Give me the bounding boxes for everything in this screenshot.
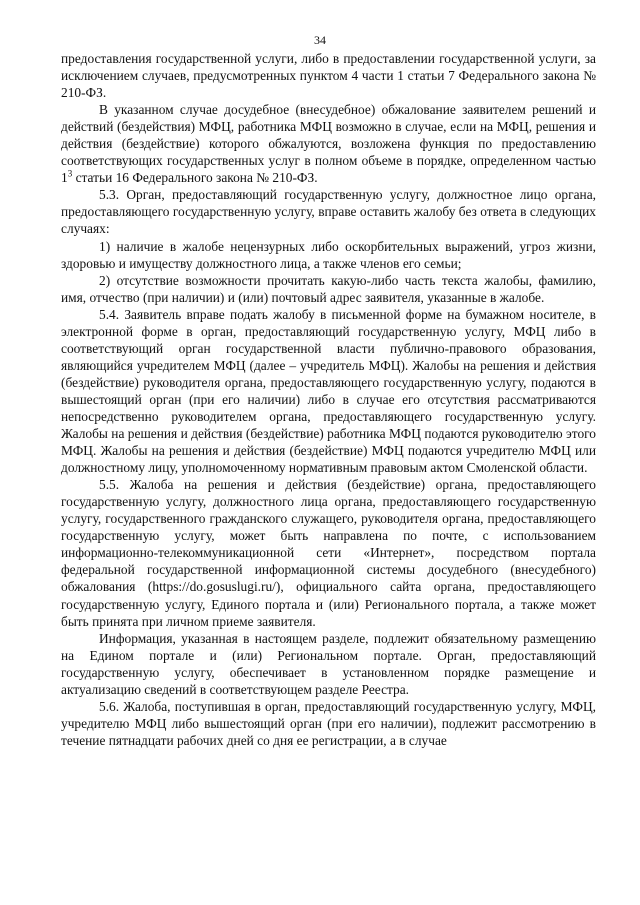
paragraph-5-5: 5.5. Жалоба на решения и действия (бездействие) органа, предоставляющего государственную услугу, должностного лица органа, предоставляющего государственную услугу, государственного гражданского служащего, руководителя органа, предоставляющего государственную услугу, может быть направлена по почте, с использованием информационно-телекоммуникационной сети «Интернет», посредством портала федеральной государственной информационной системы досудебного (внесудебного) обжалования (https://do.gosuslugi.ru/), официального сайта органа, предоставляющего государственную услугу, Единого портала и (или) Регионального портала, а также может быть принята при личном приеме заявителя.: [61, 477, 596, 629]
body-text: [61, 50, 596, 749]
superscript: 3: [67, 168, 73, 179]
paragraph-5-3: 5.3. Орган, предоставляющий государственную услугу, должностное лицо органа, предоставляющего государственную услугу, вправе оставить жалобу без ответа в следующих случаях:: [61, 187, 596, 237]
list-item-2: 2) отсутствие возможности прочитать какую-либо часть текста жалобы, фамилию, имя, отчество (при наличии) и (или) почтовый адрес заявителя, указанные в жалобе.: [61, 272, 596, 305]
list-item-1: 1) наличие в жалобе нецензурных либо оскорбительных выражений, угроз жизни, здоровью и имуществу должностного лица, а также членов его семьи;: [61, 238, 596, 271]
page-number: 34: [314, 33, 326, 47]
paragraph-text: В указанном случае досудебное (внесудебное) обжалование заявителем решений и действий (бездействия) МФЦ, работника МФЦ возможно в случае, если на МФЦ, решения и действия (бездействие) которого обжалуются, возложена функция по предоставлению соответствующих государственных услуг в полном объеме в порядке, определенном частью 1: [61, 102, 596, 186]
paragraph-pretrial-appeal: [61, 101, 596, 186]
paragraph-5-6: 5.6. Жалоба, поступившая в орган, предоставляющий государственную услугу, МФЦ, учредителю МФЦ либо вышестоящий орган (при его наличии), подлежит рассмотрению в течение пятнадцати рабочих дней со дня ее регистрации, а в случае: [61, 698, 596, 748]
paragraph-continuation: предоставления государственной услуги, либо в предоставлении государственной услуги, за исключением случаев, предусмотренных пунктом 4 части 1 статьи 7 Федерального закона № 210-ФЗ.: [61, 51, 596, 101]
paragraph-text-cont: статьи 16 Федерального закона № 210-ФЗ.: [75, 170, 318, 186]
paragraph-information: Информация, указанная в настоящем разделе, подлежит обязательному размещению на Едином портале и (или) Региональном портале. Орган, предоставляющий государственную услугу, обеспечивает в установленном порядке размещение и актуализацию сведений в соответствующем разделе Реестра.: [61, 630, 596, 697]
paragraph-5-4: 5.4. Заявитель вправе подать жалобу в письменной форме на бумажном носителе, в электронной форме в орган, предоставляющий государственную услугу, МФЦ либо в соответствующий орган государственной власти публично-правового образования, являющийся учредителем МФЦ (далее – учредитель МФЦ). Жалобы на решения и действия (бездействие) руководителя органа, предоставляющего государственную услугу, подаются в вышестоящий орган (при его наличии) либо в случае его отсутствия рассматриваются непосредственно руководителем органа, предоставляющего государственную услугу. Жалобы на решения и действия (бездействие) работника МФЦ подаются руководителю этого МФЦ. Жалобы на решения и действия (бездействие) МФЦ подаются учредителю МФЦ или должностному лицу, уполномоченному нормативным правовым актом Смоленской области.: [61, 306, 596, 476]
